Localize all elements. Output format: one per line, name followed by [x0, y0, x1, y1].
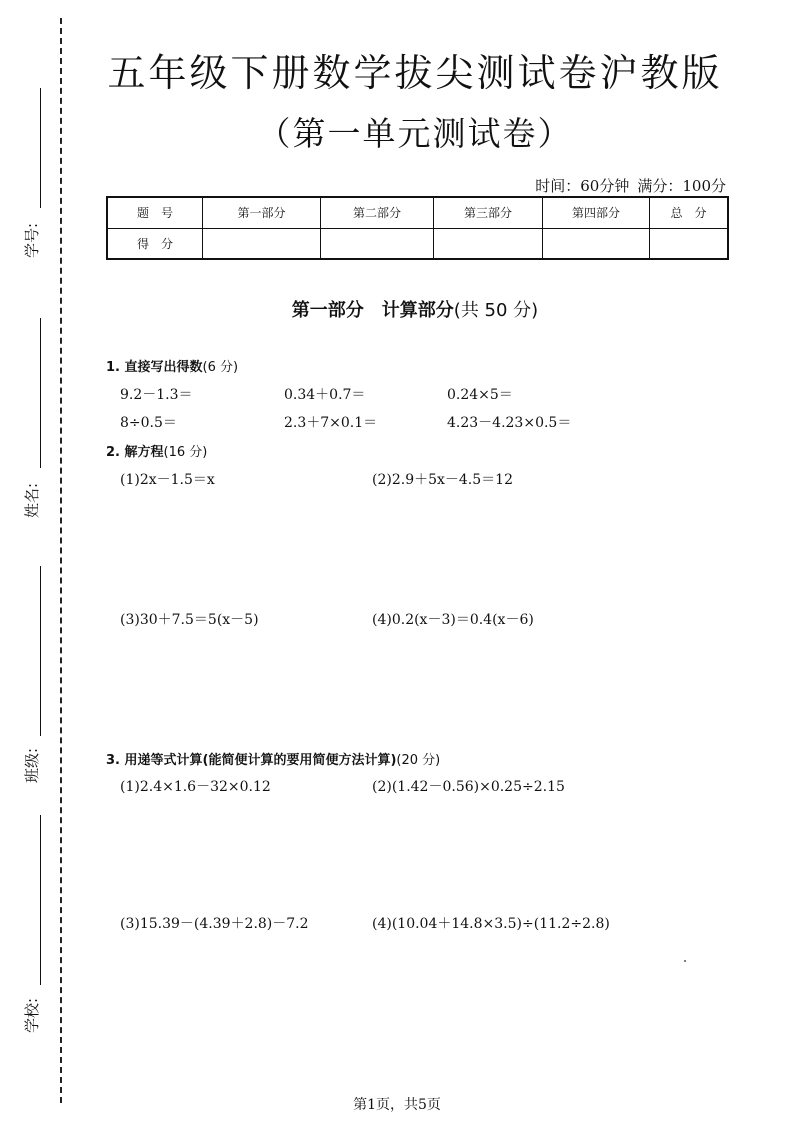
- page-title: 五年级下册数学拔尖测试卷沪教版: [107, 51, 723, 95]
- question-1-heading: [106, 356, 238, 375]
- question-item: 0.34＋0.7＝: [284, 387, 366, 403]
- stray-mark: [684, 960, 686, 962]
- time-limit: 时间：60分钟: [535, 177, 630, 195]
- question-item: (1)2.4×1.6－32×0.12: [120, 779, 271, 795]
- question-points: (16 分): [163, 445, 208, 460]
- score-input-cell[interactable]: [434, 228, 543, 259]
- question-label: 2. 解方程: [106, 445, 164, 460]
- score-input-cell[interactable]: [543, 228, 650, 259]
- student-no-label: 学号:: [23, 222, 42, 259]
- question-label: 3. 用递等式计算: [106, 753, 203, 768]
- score-input-cell[interactable]: [321, 228, 434, 259]
- question-item: (3)30＋7.5＝5(x－5): [120, 612, 259, 628]
- question-note: (能简便计算的要用简便方法计算): [202, 753, 397, 768]
- score-cell: 得 分: [107, 228, 203, 259]
- question-3-heading: [106, 749, 440, 768]
- score-cell: 题 号: [107, 197, 203, 228]
- question-item: (1)2x－1.5＝x: [120, 472, 215, 488]
- question-item: (2)(1.42－0.56)×0.25÷2.15: [372, 779, 565, 795]
- part-points: (共 50 分): [453, 300, 539, 321]
- question-item: 9.2－1.3＝: [120, 387, 193, 403]
- exam-meta: [535, 175, 726, 196]
- score-input-cell[interactable]: [650, 228, 729, 259]
- score-cell: 第二部分: [321, 197, 434, 228]
- class-label: 班级:: [23, 747, 42, 784]
- score-input-cell[interactable]: [203, 228, 321, 259]
- score-cell: 第一部分: [203, 197, 321, 228]
- page-footer: 第1页，共5页: [353, 1097, 441, 1113]
- question-item: 8÷0.5＝: [120, 415, 177, 431]
- class-line: [40, 566, 41, 736]
- score-table-score-row: [107, 228, 728, 259]
- question-item: 0.24×5＝: [447, 387, 513, 403]
- score-table-header-row: [107, 197, 728, 228]
- question-label: 1. 直接写出得数: [106, 360, 203, 375]
- binding-dashed-line: [60, 18, 62, 1103]
- name-label: 姓名:: [23, 482, 42, 519]
- question-item: 4.23－4.23×0.5＝: [447, 415, 572, 431]
- question-points: (6 分): [202, 360, 239, 375]
- question-item: (4)(10.04＋14.8×3.5)÷(11.2÷2.8): [372, 916, 610, 932]
- full-score: 满分：100分: [637, 177, 726, 195]
- question-item: 2.3＋7×0.1＝: [284, 415, 378, 431]
- school-label: 学校:: [23, 997, 42, 1034]
- question-2-heading: [106, 441, 207, 460]
- page-subtitle: （第一单元测试卷）: [257, 114, 573, 153]
- school-line: [40, 815, 41, 985]
- question-item: (3)15.39－(4.39＋2.8)－7.2: [120, 916, 309, 932]
- question-item: (4)0.2(x－3)＝0.4(x－6): [372, 612, 534, 628]
- part-title: [100, 296, 730, 322]
- score-table: [106, 196, 729, 260]
- student-no-line: [40, 88, 41, 208]
- part-title-text: 第一部分 计算部分: [291, 300, 454, 321]
- question-item: (2)2.9＋5x－4.5＝12: [372, 472, 513, 488]
- question-points: (20 分): [396, 753, 441, 768]
- score-cell: 第四部分: [543, 197, 650, 228]
- score-cell: 第三部分: [434, 197, 543, 228]
- name-line: [40, 318, 41, 468]
- score-cell: 总 分: [650, 197, 729, 228]
